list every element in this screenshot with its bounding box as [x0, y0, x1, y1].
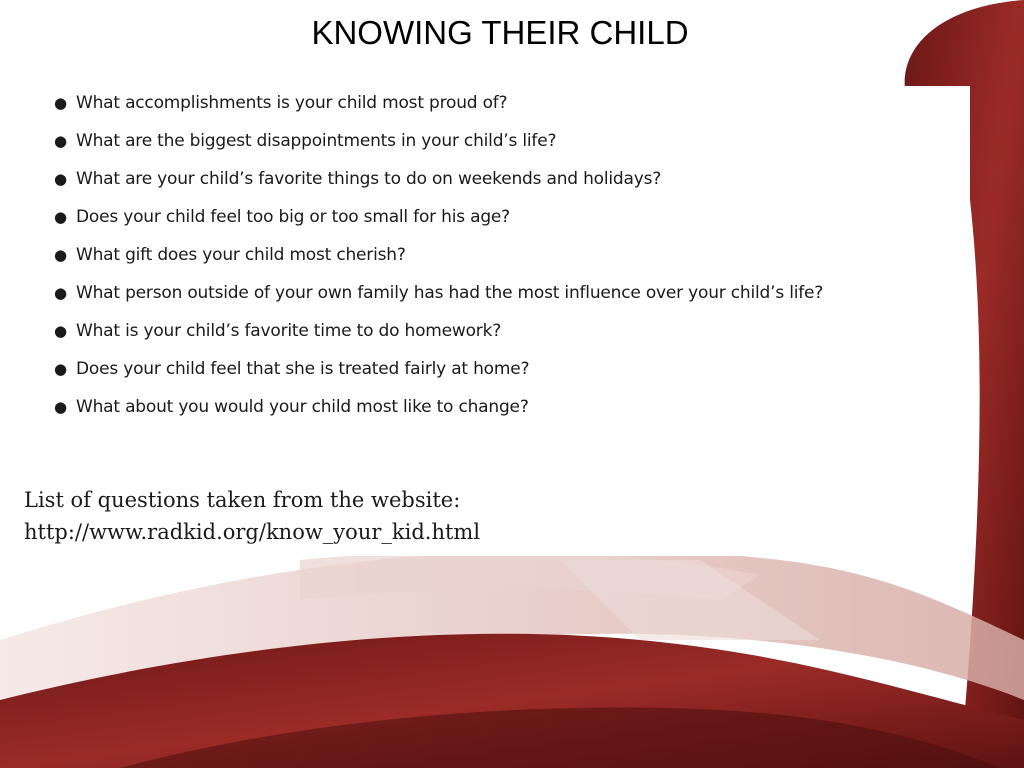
- list-item: [52, 355, 823, 393]
- question-text: What gift does your child most cherish?: [76, 245, 406, 265]
- bullet-icon: ●: [54, 398, 67, 416]
- question-text: What accomplishments is your child most proud of?: [76, 93, 508, 113]
- bullet-icon: ●: [54, 94, 67, 112]
- list-item: [52, 317, 823, 355]
- list-item: [52, 241, 823, 279]
- question-text: What about you would your child most like to change?: [76, 397, 529, 417]
- list-item: [52, 279, 823, 317]
- question-text: What person outside of your own family has had the most influence over your child’s life?: [76, 283, 824, 303]
- list-item: [52, 203, 823, 241]
- question-text: What are the biggest disappointments in your child’s life?: [76, 131, 557, 151]
- bullet-icon: ●: [54, 170, 67, 188]
- source-note: [24, 484, 480, 548]
- bullet-icon: ●: [54, 360, 67, 378]
- question-text: Does your child feel that she is treated fairly at home?: [76, 359, 530, 379]
- slide-title: KNOWING THEIR CHILD: [311, 14, 689, 51]
- source-url: http://www.radkid.org/know_your_kid.html: [24, 520, 481, 544]
- bullet-icon: ●: [54, 246, 67, 264]
- question-list: [52, 89, 823, 431]
- list-item: [52, 127, 823, 165]
- source-caption: List of questions taken from the website:: [24, 488, 461, 512]
- question-text: What is your child’s favorite time to do homework?: [76, 321, 502, 341]
- question-text: What are your child’s favorite things to do on weekends and holidays?: [76, 169, 662, 189]
- bullet-icon: ●: [54, 132, 67, 150]
- list-item: [52, 393, 823, 431]
- bullet-icon: ●: [54, 322, 67, 340]
- question-text: Does your child feel too big or too small for his age?: [76, 207, 510, 227]
- bullet-icon: ●: [54, 208, 67, 226]
- list-item: [52, 165, 823, 203]
- bullet-icon: ●: [54, 284, 67, 302]
- list-item: [52, 89, 823, 127]
